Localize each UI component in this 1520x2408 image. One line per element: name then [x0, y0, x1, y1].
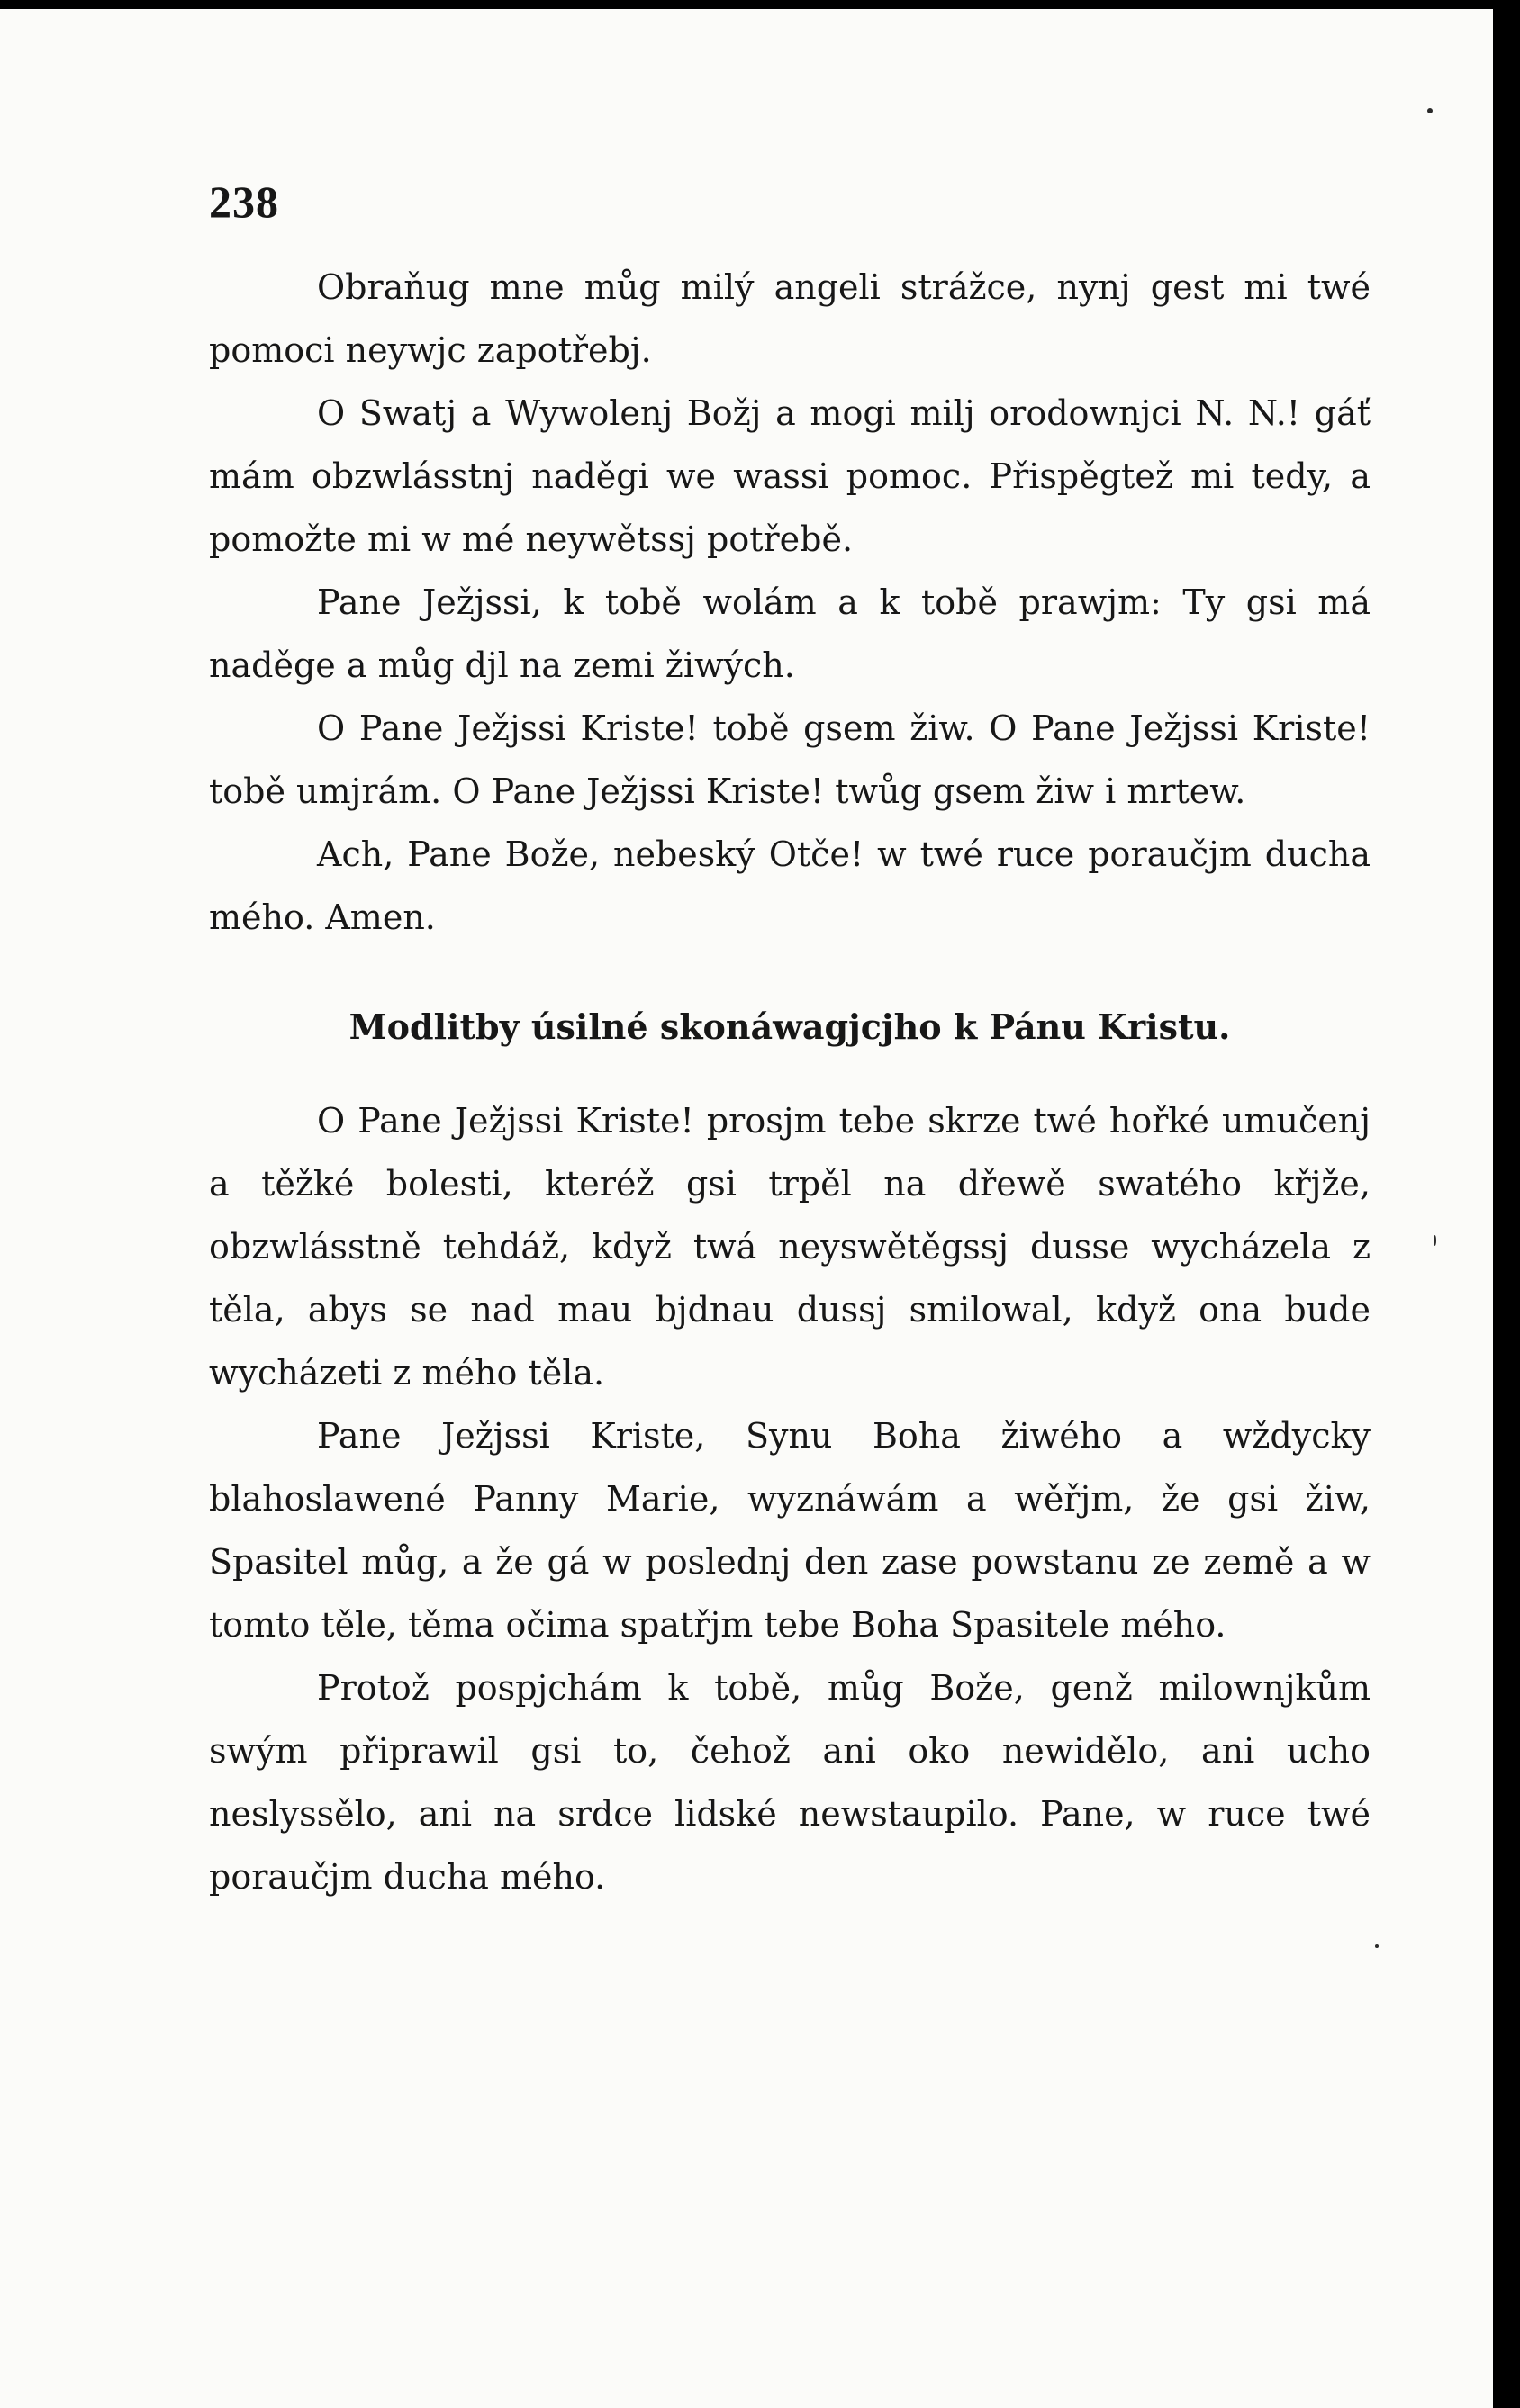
page-text-block [209, 175, 1371, 1908]
scan-top-edge [0, 0, 1493, 9]
paragraph-6: O Pane Ježjssi Kriste! prosjm tebe skrze twé hořké umučenj a těžké bolesti, kteréž gsi trpěl na dřewě swatého křjže, obzwlásstně tehdáž, když twá neyswětěgssj dusse wycházela z těla, abys se nad mau bjdnau dussj smilowal, když ona bude wycházeti z mého těla. [209, 1101, 1371, 1393]
paragraph-5: Ach, Pane Bože, nebeský Otče! w twé ruce poraučjm ducha mého. Amen. [209, 834, 1371, 937]
paragraph-2: O Swatj a Wywolenj Božj a mogi milj orodownjci N. N.! gáť mám obzwlásstnj naděgi we wassi pomoc. Přispěgtež mi tedy, a pomožte mi w mé neywětssj potřebě. [209, 393, 1371, 559]
scan-speck [1427, 108, 1433, 113]
paragraph-1: Obraňug mne můg milý angeli strážce, nynj gest mi twé pomoci neywjc zapotřebj. [209, 267, 1371, 370]
paragraph-4: O Pane Ježjssi Kriste! tobě gsem žiw. O Pane Ježjssi Kriste! tobě umjrám. O Pane Ježjssi Kriste! twůg gsem žiw i mrtew. [209, 708, 1371, 811]
scan-speck [1434, 1235, 1436, 1246]
scan-speck [1375, 1944, 1379, 1948]
section-heading: Modlitby úsilné skonáwagjcjho k Pánu Kristu. [348, 1006, 1231, 1047]
paragraph-8: Protož pospjchám k tobě, můg Bože, genž milownjkům swým připrawil gsi to, čehož ani oko newidělo, ani ucho neslyssělo, ani na srdce lidské newstaupilo. Pane, w ruce twé poraučjm ducha mého. [209, 1668, 1371, 1897]
scan-right-edge [1493, 0, 1520, 2408]
paragraph-7: Pane Ježjssi Kriste, Synu Boha žiwého a wždycky blahoslawené Panny Marie, wyznáwám a wěřjm, že gsi žiw, Spasitel můg, a že gá w poslednj den zase powstanu ze země a w tomto těle, těma očima spatřjm tebe Boha Spasitele mého. [209, 1416, 1371, 1645]
page-number: 238 [209, 176, 279, 227]
paragraph-3: Pane Ježjssi, k tobě wolám a k tobě prawjm: Ty gsi má naděge a můg djl na zemi žiwých. [209, 582, 1371, 685]
